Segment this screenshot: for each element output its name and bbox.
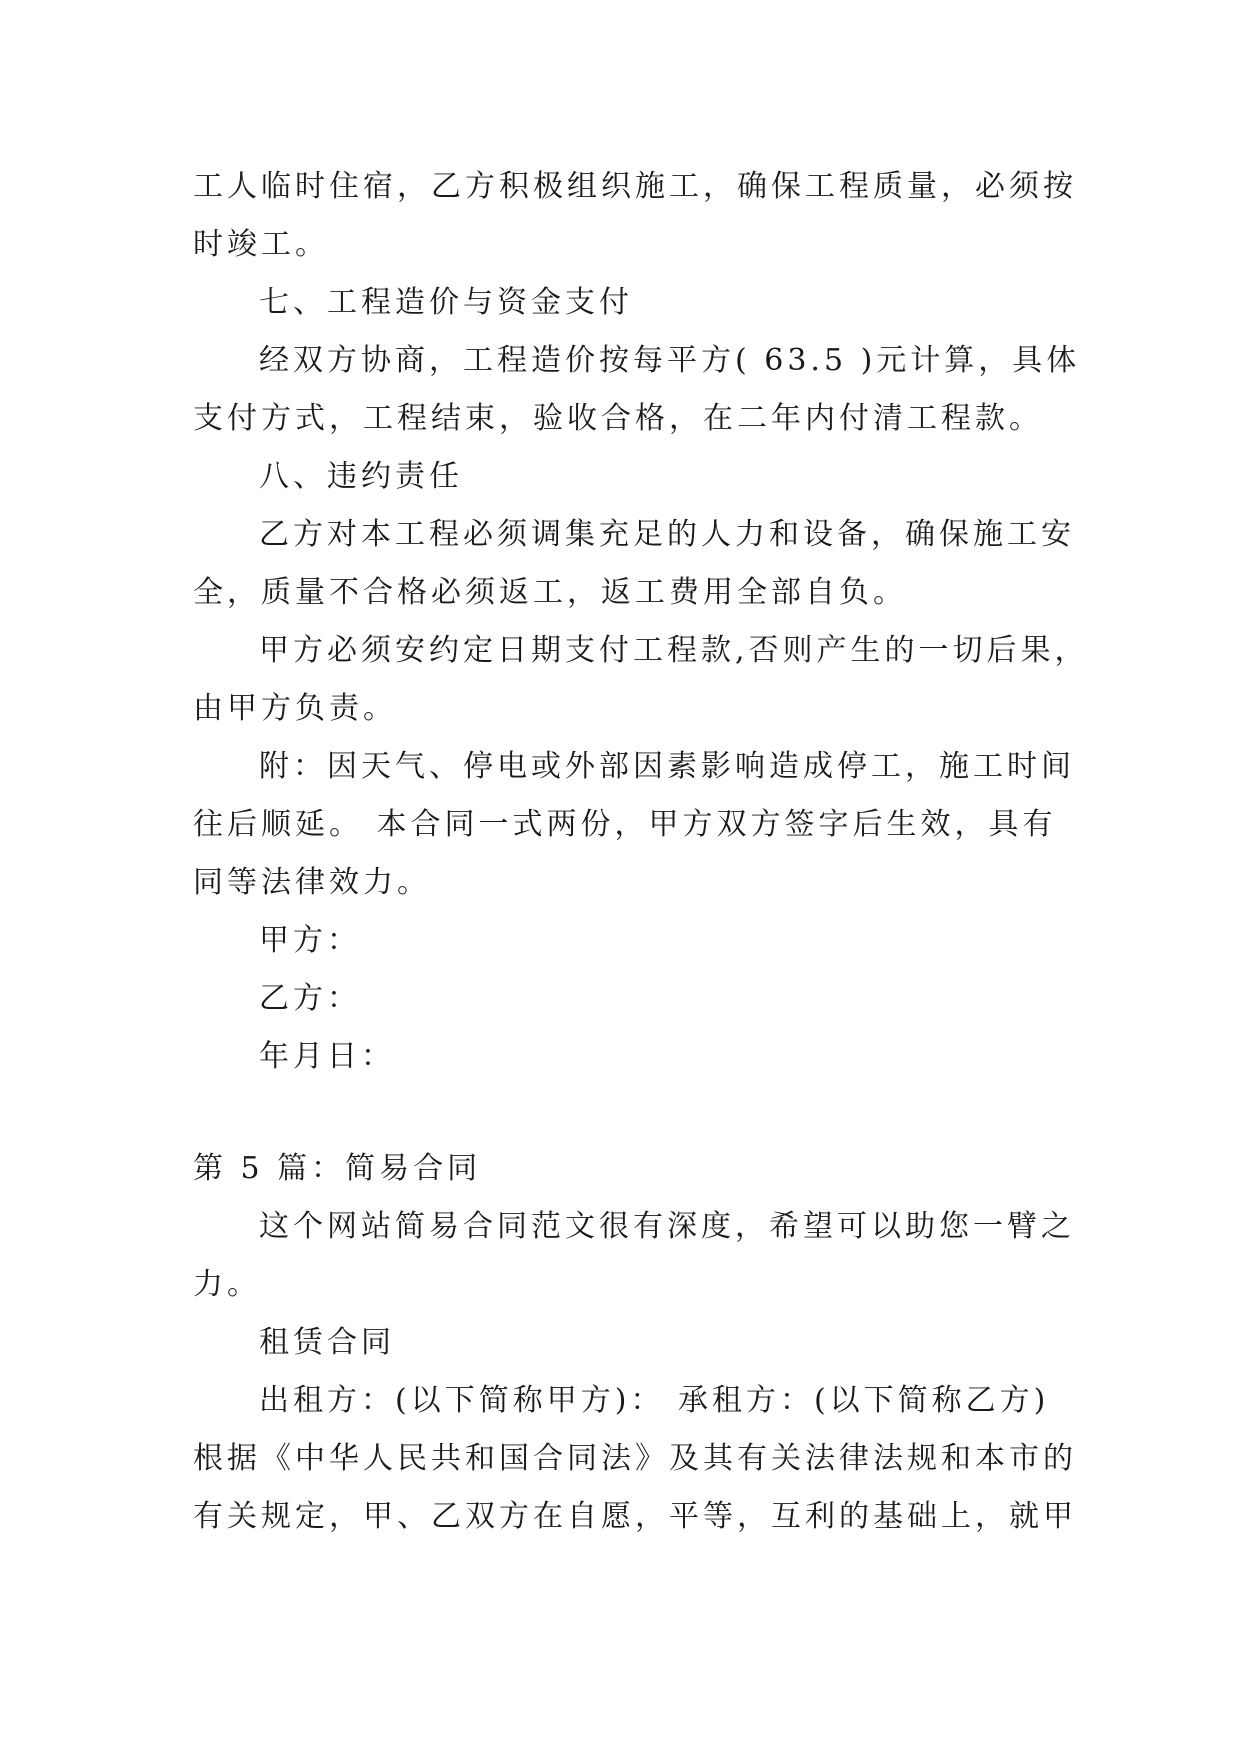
text-line: 全，质量不合格必须返工，返工费用全部自负。 [193,575,907,610]
section-heading: 七、工程造价与资金支付 [259,285,633,320]
text-line: 出租方：(以下简称甲方)： 承租方：(以下简称乙方) [259,1383,1050,1418]
text-line: 有关规定，甲、乙双方在自愿，平等，互利的基础上，就甲 [193,1499,1077,1534]
signature-date: 年月日： [259,1039,395,1074]
section-heading: 八、违约责任 [259,459,463,494]
text-line: 同等法律效力。 [193,865,431,900]
text-line: 经双方协商，工程造价按每平方( 63.5 )元计算，具体 [259,343,1081,378]
text-line: 支付方式，工程结束，验收合格，在二年内付清工程款。 [193,401,1043,436]
text-line: 时竣工。 [193,227,329,262]
section-heading: 租赁合同 [259,1325,395,1360]
section-title: 第 5 篇：简易合同 [193,1151,482,1186]
text-line: 由甲方负责。 [193,691,397,726]
text-line: 根据《中华人民共和国合同法》及其有关法律法规和本市的 [193,1441,1077,1476]
document-page [193,158,1089,1546]
signature-party-a: 甲方： [259,923,361,958]
text-line: 往后顺延。 本合同一式两份，甲方双方签字后生效，具有 [193,807,1057,842]
text-line: 这个网站简易合同范文很有深度，希望可以助您一臂之 [259,1209,1075,1244]
text-line: 乙方对本工程必须调集充足的人力和设备，确保施工安 [259,517,1075,552]
text-line: 甲方必须安约定日期支付工程款,否则产生的一切后果， [259,633,1089,668]
text-line: 附：因天气、停电或外部因素影响造成停工，施工时间 [259,749,1075,784]
text-line: 工人临时住宿，乙方积极组织施工，确保工程质量，必须按 [193,169,1077,204]
signature-party-b: 乙方： [259,981,361,1016]
text-line: 力。 [193,1267,261,1302]
spacer [193,1086,1063,1140]
